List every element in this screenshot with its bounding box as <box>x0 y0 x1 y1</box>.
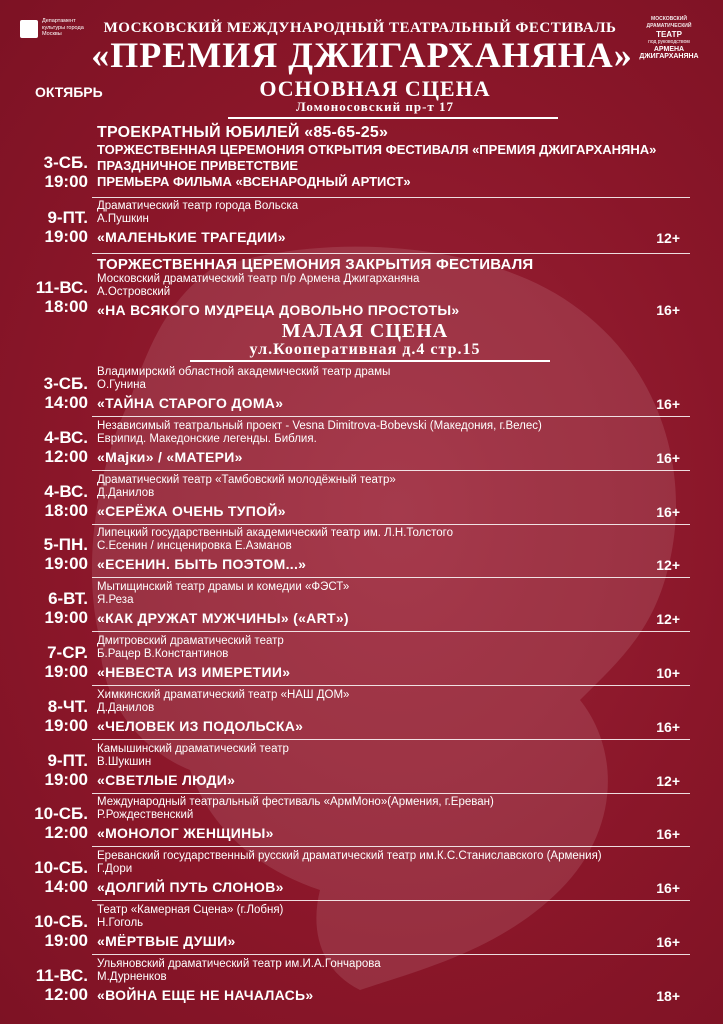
event-org: Драматический театр города Вольска <box>97 200 299 212</box>
event-time: 19:00 <box>44 172 88 191</box>
divider <box>92 846 690 847</box>
age-rating: 12+ <box>656 230 680 246</box>
event-author: А.Пушкин <box>97 213 149 225</box>
jubilee-title: ТРОЕКРАТНЫЙ ЮБИЛЕЙ «85-65-25» <box>97 124 389 141</box>
event-lines <box>97 958 697 1004</box>
divider <box>92 631 690 632</box>
main-stage-divider <box>228 117 558 119</box>
moscow-coat-of-arms-icon <box>20 20 38 38</box>
event-author: М.Дурненков <box>97 971 167 983</box>
event-day: 11-ВС. <box>35 966 88 985</box>
event-time: 19:00 <box>44 227 88 246</box>
event-title: «СВЕТЛЫЕ ЛЮДИ» <box>97 772 236 788</box>
event-org: Драматический театр «Тамбовский молодёжный театр» <box>97 474 396 486</box>
divider <box>92 416 690 417</box>
age-rating: 18+ <box>656 988 680 1004</box>
event-day: 3-СБ. <box>43 153 88 172</box>
event-org: Дмитровский драматический театр <box>97 635 284 647</box>
main-stage-address: Ломоносовский пр-т 17 <box>295 99 455 114</box>
event-org: Владимирский областной академический театр драмы <box>97 366 391 378</box>
event-day: 10-СБ. <box>34 858 88 877</box>
event-date <box>0 278 88 316</box>
event-lines <box>97 904 697 950</box>
event-org: Липецкий государственный академический театр им. Л.Н.Толстого <box>97 527 454 539</box>
age-rating: 16+ <box>656 880 680 896</box>
event-date <box>0 912 88 950</box>
event-lines <box>97 420 697 466</box>
event-date <box>0 535 88 573</box>
divider <box>92 524 690 525</box>
event-author: О.Гунина <box>97 379 146 391</box>
event-org: Камышинский драматический театр <box>97 743 289 755</box>
age-rating: 16+ <box>656 302 680 318</box>
event-day: 11-ВС. <box>35 278 88 297</box>
event-day: 8-ЧТ. <box>47 697 88 716</box>
festival-title: МОСКОВСКИЙ МЕЖДУНАРОДНЫЙ ТЕАТРАЛЬНЫЙ ФЕСТИВАЛЬ <box>103 20 617 36</box>
event-date <box>0 208 88 246</box>
film-premiere: ПРЕМЬЕРА ФИЛЬМА «ВСЕНАРОДНЫЙ АРТИСТ» <box>97 174 411 189</box>
event-lines <box>97 366 697 412</box>
event-date <box>0 966 88 1004</box>
event-title: «МАЛЕНЬКИЕ ТРАГЕДИИ» <box>97 229 286 245</box>
event-title: «ЧЕЛОВЕК ИЗ ПОДОЛЬСКА» <box>97 718 304 734</box>
event-title: «МОНОЛОГ ЖЕНЩИНЫ» <box>97 825 274 841</box>
divider <box>92 793 690 794</box>
event-day: 10-СБ. <box>34 804 88 823</box>
age-rating: 16+ <box>656 450 680 466</box>
theatre-logo <box>637 16 701 62</box>
event-org: Московский драматический театр п/р Армена Джигарханяна <box>97 273 420 285</box>
event-title: «НА ВСЯКОГО МУДРЕЦА ДОВОЛЬНО ПРОСТОТЫ» <box>97 302 460 318</box>
event-day: 4-ВС. <box>44 482 88 501</box>
event-lines <box>97 123 697 190</box>
event-author: Я.Реза <box>97 594 134 606</box>
divider <box>92 470 690 471</box>
event-time: 14:00 <box>44 393 88 412</box>
event-time: 19:00 <box>44 931 88 950</box>
event-lines <box>97 527 697 573</box>
event-lines <box>97 635 697 681</box>
event-lines <box>97 474 697 520</box>
divider <box>92 900 690 901</box>
event-lines <box>97 796 697 842</box>
event-org: Независимый театральный проект - Vesna Dimitrova-Bobevski (Македония, г.Велес) <box>97 420 542 432</box>
divider <box>92 577 690 578</box>
event-time: 18:00 <box>44 297 88 316</box>
festival-main-title: «ПРЕМИЯ ДЖИГАРХАНЯНА» <box>91 35 633 75</box>
age-rating: 16+ <box>656 504 680 520</box>
event-date <box>0 804 88 842</box>
logo-theatre: ТЕАТР <box>656 30 682 39</box>
month-label: ОКТЯБРЬ <box>35 84 103 100</box>
logo-name: АРМЕНА ДЖИГАРХАНЯНА <box>639 46 699 60</box>
event-time: 19:00 <box>44 662 88 681</box>
event-author: Н.Гоголь <box>97 917 144 929</box>
event-org: Международный театральный фестиваль «АрмМоно»(Армения, г.Ереван) <box>97 796 494 808</box>
event-time: 19:00 <box>44 608 88 627</box>
event-title: «Мајки» / «МАТЕРИ» <box>97 449 243 465</box>
logo-sub: под руководством <box>648 39 690 45</box>
event-title: «НЕВЕСТА ИЗ ИМЕРЕТИИ» <box>97 664 291 680</box>
greeting: ПРАЗДНИЧНОЕ ПРИВЕТСТВИЕ <box>97 158 299 173</box>
event-org: Мытищинский театр драмы и комедии «ФЭСТ» <box>97 581 350 593</box>
event-time: 12:00 <box>44 823 88 842</box>
small-stage-title: МАЛАЯ СЦЕНА <box>281 320 449 342</box>
opening-ceremony: ТОРЖЕСТВЕННАЯ ЦЕРЕМОНИЯ ОТКРЫТИЯ ФЕСТИВАЛЯ «ПРЕМИЯ ДЖИГАРХАНЯНА» <box>97 142 657 157</box>
event-author: С.Есенин / инсценировка Е.Азманов <box>97 540 292 552</box>
event-author: Еврипид. Македонские легенды. Библия. <box>97 433 317 445</box>
event-lines <box>97 850 697 896</box>
divider <box>92 954 690 955</box>
event-date <box>0 643 88 681</box>
event-author: Б.Рацер В.Константинов <box>97 648 229 660</box>
event-time: 19:00 <box>44 716 88 735</box>
event-date <box>0 751 88 789</box>
event-title: «СЕРЁЖА ОЧЕНЬ ТУПОЙ» <box>97 503 286 519</box>
event-day: 4-ВС. <box>44 428 88 447</box>
divider <box>92 685 690 686</box>
event-lines <box>97 200 697 246</box>
logo-arc-text: МОСКОВСКИЙ ДРАМАТИЧЕСКИЙ <box>646 16 692 29</box>
event-author: Р.Рождественский <box>97 809 194 821</box>
age-rating: 12+ <box>656 557 680 573</box>
event-title: «ТАЙНА СТАРОГО ДОМА» <box>97 395 284 411</box>
event-date <box>0 697 88 735</box>
age-rating: 16+ <box>656 934 680 950</box>
event-date <box>0 153 88 191</box>
event-date <box>0 482 88 520</box>
event-author: В.Шукшин <box>97 756 152 768</box>
event-time: 14:00 <box>44 877 88 896</box>
age-rating: 12+ <box>656 773 680 789</box>
event-day: 9-ПТ. <box>47 751 88 770</box>
event-org: Химкинский драматический театр «НАШ ДОМ» <box>97 689 350 701</box>
event-title: «ЕСЕНИН. БЫТЬ ПОЭТОМ...» <box>97 556 307 572</box>
event-time: 12:00 <box>44 447 88 466</box>
event-lines <box>97 743 697 789</box>
main-stage-title: ОСНОВНАЯ СЦЕНА <box>259 76 491 101</box>
event-time: 19:00 <box>44 770 88 789</box>
age-rating: 16+ <box>656 396 680 412</box>
event-date <box>0 428 88 466</box>
event-lines <box>97 256 697 319</box>
event-day: 7-СР. <box>47 643 88 662</box>
closing-ceremony: ТОРЖЕСТВЕННАЯ ЦЕРЕМОНИЯ ЗАКРЫТИЯ ФЕСТИВАЛЯ <box>97 256 534 273</box>
event-title: «КАК ДРУЖАТ МУЖЧИНЫ» («ART») <box>97 610 349 626</box>
divider <box>92 253 690 254</box>
age-rating: 10+ <box>656 665 680 681</box>
event-time: 12:00 <box>44 985 88 1004</box>
dept-label: Департамент культуры города Москвы <box>42 18 84 37</box>
age-rating: 16+ <box>656 826 680 842</box>
event-author: Г.Дори <box>97 863 133 875</box>
event-date <box>0 374 88 412</box>
event-date <box>0 589 88 627</box>
small-stage-address: ул.Кооперативная д.4 стр.15 <box>249 341 481 358</box>
event-author: А.Островский <box>97 286 171 298</box>
event-title: «МЁРТВЫЕ ДУШИ» <box>97 933 236 949</box>
event-lines <box>97 689 697 735</box>
age-rating: 12+ <box>656 611 680 627</box>
event-time: 18:00 <box>44 501 88 520</box>
event-date <box>0 858 88 896</box>
event-title: «ДОЛГИЙ ПУТЬ СЛОНОВ» <box>97 879 284 895</box>
event-author: Д.Данилов <box>97 487 155 499</box>
event-title: «ВОЙНА ЕЩЕ НЕ НАЧАЛАСЬ» <box>97 987 314 1003</box>
age-rating: 16+ <box>656 719 680 735</box>
event-day: 6-ВТ. <box>48 589 88 608</box>
event-org: Ереванский государственный русский драматический театр им.К.С.Станиславского (Армения) <box>97 850 602 862</box>
event-day: 9-ПТ. <box>47 208 88 227</box>
event-author: Д.Данилов <box>97 702 155 714</box>
event-org: Ульяновский драматический театр им.И.А.Гончарова <box>97 958 381 970</box>
event-time: 19:00 <box>44 554 88 573</box>
event-day: 3-СБ. <box>43 374 88 393</box>
small-stage-divider <box>190 360 550 362</box>
event-org: Театр «Камерная Сцена» (г.Лобня) <box>97 904 284 916</box>
divider <box>92 197 690 198</box>
event-day: 10-СБ. <box>34 912 88 931</box>
event-lines <box>97 581 697 627</box>
divider <box>92 739 690 740</box>
event-day: 5-ПН. <box>43 535 88 554</box>
